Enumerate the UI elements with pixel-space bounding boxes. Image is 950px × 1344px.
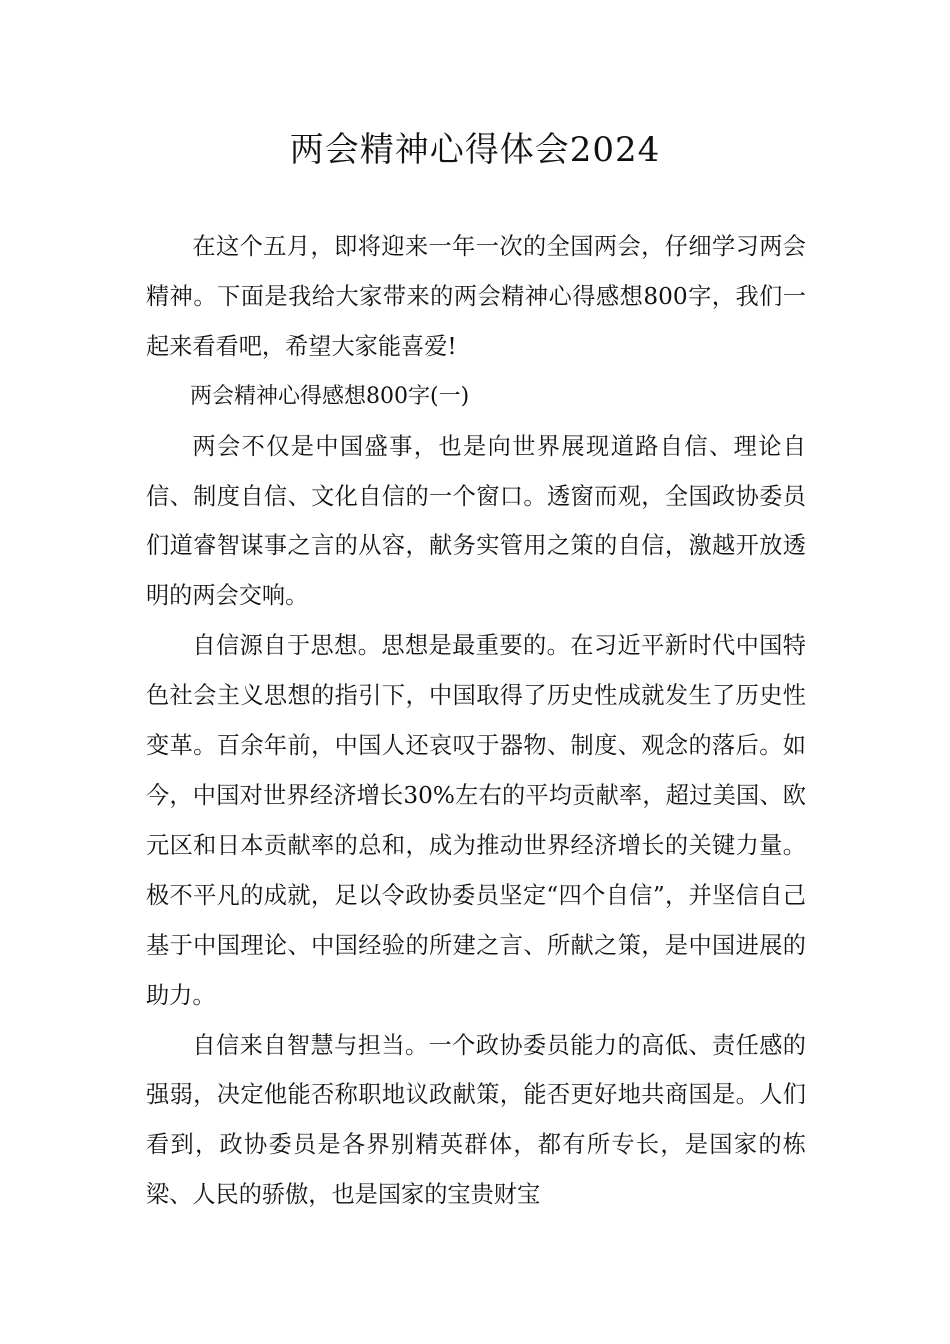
body-paragraph-1: 两会不仅是中国盛事，也是向世界展现道路自信、理论自信、制度自信、文化自信的一个窗口。透窗而观，全国政协委员们道睿智谋事之言的从容，献务实管用之策的自信，激越开放透明的两会交响。	[146, 432, 806, 610]
document-title: 两会精神心得体会2024	[289, 130, 661, 170]
section-heading: 两会精神心得感想800字(一)	[190, 383, 470, 409]
intro-paragraph: 在这个五月，即将迎来一年一次的全国两会，仔细学习两会精神。下面是我给大家带来的两会精神心得感想800字，我们一起来看看吧，希望大家能喜爱!	[146, 233, 806, 360]
document-body	[146, 222, 806, 1220]
body-paragraph-3: 自信来自智慧与担当。一个政协委员能力的高低、责任感的强弱，决定他能否称职地议政献策，能否更好地共商国是。人们看到，政协委员是各界别精英群体，都有所专长，是国家的栋梁、人民的骄傲，也是国家的宝贵财宝	[146, 1031, 806, 1209]
body-paragraph-2: 自信源自于思想。思想是最重要的。在习近平新时代中国特色社会主义思想的指引下，中国取得了历史性成就发生了历史性变革。百余年前，中国人还哀叹于器物、制度、观念的落后。如今，中国对世界经济增长30%左右的平均贡献率，超过美国、欧元区和日本贡献率的总和，成为推动世界经济增长的关键力量。极不平凡的成就，足以令政协委员坚定“四个自信”，并坚信自己基于中国理论、中国经验的所建之言、所献之策，是中国进展的助力。	[146, 632, 806, 1009]
